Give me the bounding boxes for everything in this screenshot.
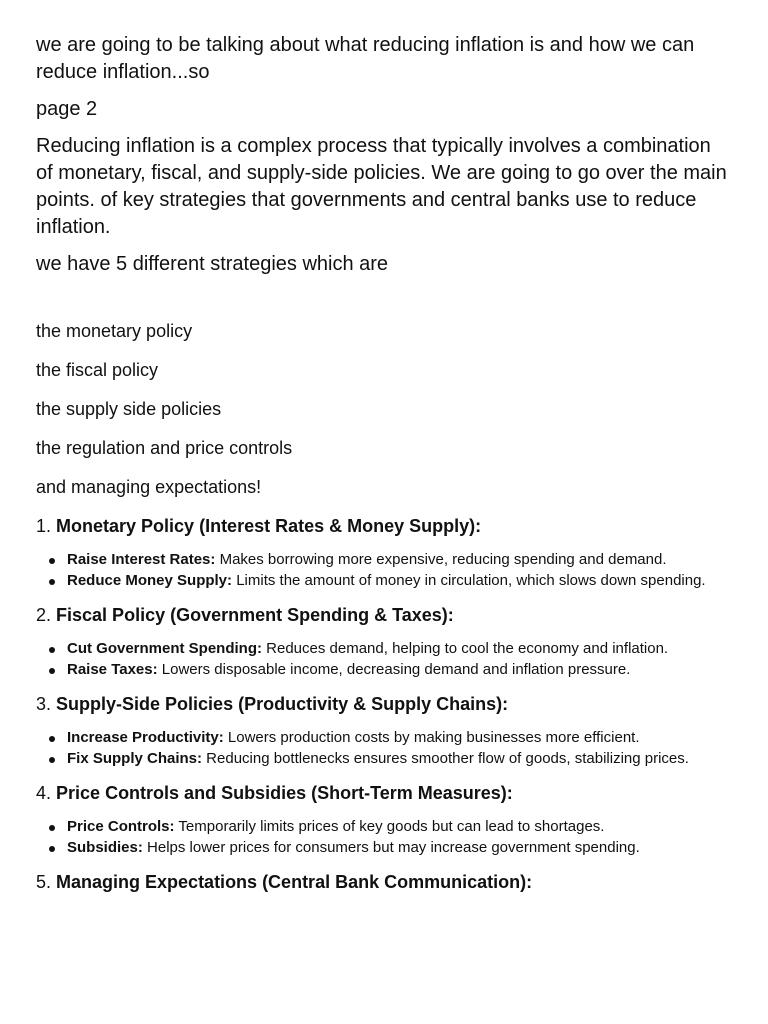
section-heading-expectations [36, 870, 732, 894]
bullet-item [67, 660, 732, 681]
section-title: Monetary Policy (Interest Rates & Money Supply): [56, 516, 482, 536]
strategy-item: the fiscal policy [36, 360, 159, 380]
section-number: 2. [36, 605, 52, 625]
bullet-item [67, 571, 732, 592]
bullet-item [67, 550, 732, 571]
strategy-item: and managing expectations! [36, 477, 262, 497]
section-number: 4. [36, 783, 52, 803]
strategy-item: the regulation and price controls [36, 438, 293, 458]
bullet-text: Limits the amount of money in circulation, which slows down spending. [232, 571, 706, 589]
section-number: 1. [36, 516, 52, 536]
bullet-term: Cut Government Spending: [67, 640, 262, 657]
bullet-term: Fix Supply Chains: [67, 749, 203, 767]
section-title: Managing Expectations (Central Bank Communication): [56, 872, 533, 892]
strategy-list [36, 319, 732, 499]
section-title: Price Controls and Subsidies (Short-Term Measures): [56, 783, 513, 803]
bullet-term: Price Controls: [67, 818, 175, 835]
section-heading-price-controls [36, 781, 732, 805]
bullet-text: Reduces demand, helping to cool the economy and inflation. [262, 640, 669, 657]
strategies-intro: we have 5 different strategies which are [36, 253, 389, 275]
strategy-item: the monetary policy [36, 321, 193, 341]
section-title: Fiscal Policy (Government Spending & Taxes): [56, 605, 454, 625]
strategy-item: the supply side policies [36, 399, 222, 419]
section-number: 3. [36, 694, 52, 714]
bullet-item [67, 817, 732, 838]
bullet-term: Reduce Money Supply: [67, 571, 233, 589]
section-title: Supply-Side Policies (Productivity & Supply Chains): [56, 694, 509, 714]
section-bullet-list [36, 639, 732, 680]
overview-paragraph: Reducing inflation is a complex process that typically involves a combination of monetary, fiscal, and supply-side policies. We are going to go over the main points. of key strategies that governments and central banks use to reduce inflation. [36, 135, 727, 238]
bullet-item [67, 749, 732, 770]
bullet-text: Helps lower prices for consumers but may increase government spending. [142, 838, 640, 856]
section-heading-fiscal [36, 603, 732, 627]
bullet-term: Raise Interest Rates: [67, 551, 216, 568]
bullet-text: Temporarily limits prices of key goods but can lead to shortages. [174, 818, 605, 835]
bullet-item [67, 838, 732, 859]
section-heading-monetary [36, 514, 732, 538]
bullet-term: Subsidies: [67, 838, 143, 856]
bullet-term: Raise Taxes: [67, 660, 158, 678]
bullet-text: Reducing bottlenecks ensures smoother flow of goods, stabilizing prices. [202, 749, 689, 767]
bullet-item [67, 728, 732, 749]
section-heading-supply-side [36, 692, 732, 716]
bullet-text: Lowers production costs by making businesses more efficient. [223, 729, 640, 746]
intro-text: we are going to be talking about what reducing inflation is and how we can reduce inflation...so [36, 34, 695, 83]
bullet-item [67, 639, 732, 660]
bullet-text: Lowers disposable income, decreasing demand and inflation pressure. [157, 660, 631, 678]
section-number: 5. [36, 872, 52, 892]
section-bullet-list [36, 550, 732, 591]
section-bullet-list [36, 728, 732, 769]
bullet-text: Makes borrowing more expensive, reducing spending and demand. [215, 551, 667, 568]
page-label: page 2 [36, 98, 98, 120]
bullet-term: Increase Productivity: [67, 729, 224, 746]
section-bullet-list [36, 817, 732, 858]
